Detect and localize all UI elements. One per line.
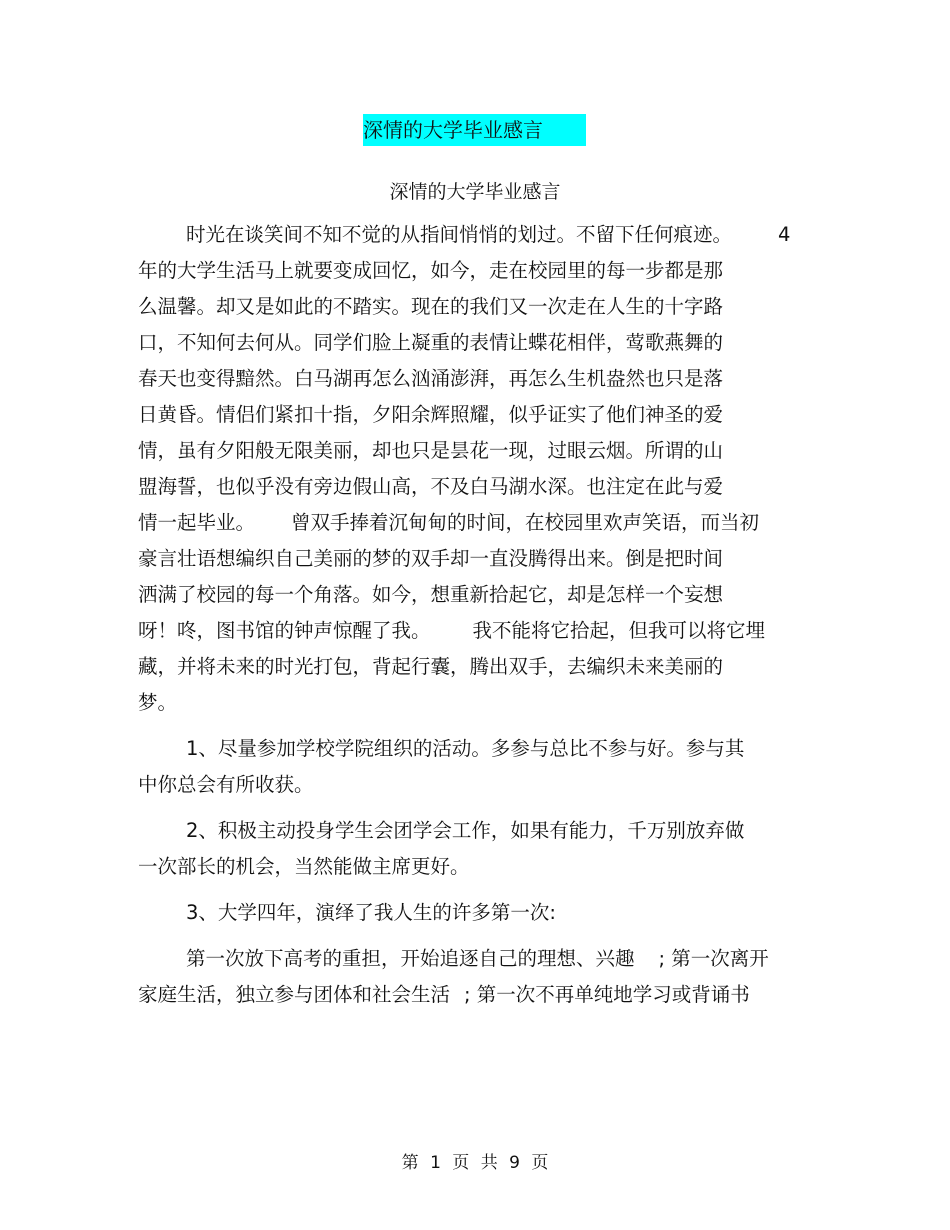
paragraph-line: 年的大学生活马上就要变成回忆，如今，走在校园里的每一步都是那 bbox=[138, 259, 724, 282]
page-number-footer: 第 1 页 共 9 页 bbox=[401, 1153, 549, 1173]
paragraph-line: 梦。 bbox=[138, 691, 178, 714]
text-run: 家庭生活，独立参与团体和社会生活 bbox=[138, 983, 451, 1006]
paragraph-line: 情，虽有夕阳般无限美丽，却也只是昙花一现，过眼云烟。所谓的山 bbox=[138, 439, 724, 462]
text-run: 第一次放下高考的重担，开始追逐自己的理想、兴趣 bbox=[186, 947, 635, 970]
paragraph-line bbox=[138, 977, 818, 1013]
text-run: 3、大学四年，演绎了我人生的许多第一次: bbox=[186, 901, 556, 924]
paragraph-line: 豪言壮语想编织自己美丽的梦的双手却一直没腾得出来。倒是把时间 bbox=[138, 547, 724, 570]
paragraph-line: 中你总会有所收获。 bbox=[138, 773, 314, 796]
paragraph-line bbox=[138, 813, 818, 849]
paragraph-line bbox=[138, 895, 818, 931]
document-subtitle: 深情的大学毕业感言 bbox=[389, 181, 561, 203]
text-run: 2、积极主动投身学生会团学会工作，如果有能力，千万别放弃做 bbox=[186, 819, 745, 842]
document-title-highlighted: 深情的大学毕业感言 bbox=[363, 114, 586, 146]
paragraph-line: 日黄昏。情侣们紧扣十指，夕阳余辉照耀，似乎证实了他们神圣的爱 bbox=[138, 403, 724, 426]
paragraph-line: 藏，并将未来的时光打包，背起行囊，腾出双手，去编织未来美丽的 bbox=[138, 655, 724, 678]
text-run: ; 第一次不再单纯地学习或背诵书 bbox=[464, 983, 750, 1006]
paragraph-line: 么温馨。却又是如此的不踏实。现在的我们又一次走在人生的十字路 bbox=[138, 295, 724, 318]
paragraph-line bbox=[138, 505, 818, 541]
paragraph-line: 一次部长的机会，当然能做主席更好。 bbox=[138, 855, 470, 878]
text-run: 4 bbox=[778, 223, 791, 246]
paragraph-line: 口，不知何去何从。同学们脸上凝重的表情让蝶花相伴，莺歌燕舞的 bbox=[138, 331, 724, 354]
text-run: 曾双手捧着沉甸甸的时间，在校园里欢声笑语，而当初 bbox=[291, 511, 760, 534]
document-body bbox=[138, 217, 818, 1013]
text-run: 呀！咚，图书馆的钟声惊醒了我。 bbox=[138, 619, 431, 642]
paragraph-line bbox=[138, 217, 818, 253]
paragraph-line: 洒满了校园的每一个角落。如今，想重新拾起它，却是怎样一个妄想 bbox=[138, 583, 724, 606]
paragraph-line bbox=[138, 613, 818, 649]
paragraph-line: 盟海誓，也似乎没有旁边假山高，不及白马湖水深。也注定在此与爱 bbox=[138, 475, 724, 498]
paragraph-line: 春天也变得黯然。白马湖再怎么汹涌澎湃，再怎么生机盎然也只是落 bbox=[138, 367, 724, 390]
text-run: ; 第一次离开 bbox=[658, 947, 769, 970]
text-run: 1、尽量参加学校学院组织的活动。多参与总比不参与好。参与其 bbox=[186, 737, 745, 760]
text-run: 情一起毕业。 bbox=[138, 511, 256, 534]
paragraph-line bbox=[138, 731, 818, 767]
paragraph-line bbox=[138, 941, 818, 977]
text-run: 时光在谈笑间不知不觉的从指间悄悄的划过。不留下任何痕迹。 bbox=[186, 223, 733, 246]
text-run: 我不能将它拾起，但我可以将它埋 bbox=[472, 619, 766, 642]
